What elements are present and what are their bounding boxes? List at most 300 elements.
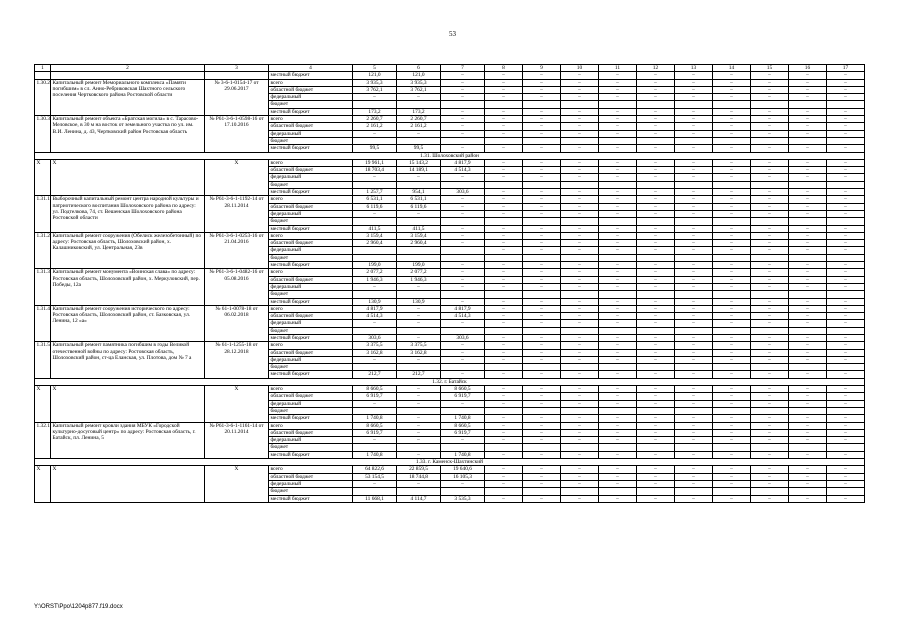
value-empty: – — [561, 305, 599, 312]
value-empty: – — [637, 189, 675, 196]
value-empty: – — [827, 480, 865, 487]
column-number-header: 5 — [353, 65, 397, 72]
value-col7 — [441, 218, 485, 225]
value-col7 — [441, 327, 485, 334]
value-empty: – — [751, 167, 789, 174]
value-col7: 303,6 — [441, 189, 485, 196]
value-col7: – — [441, 196, 485, 203]
value-empty: – — [827, 298, 865, 305]
value-empty: – — [789, 320, 827, 327]
value-col7: – — [441, 232, 485, 239]
value-empty: – — [751, 437, 789, 444]
value-empty: – — [675, 225, 713, 232]
value-empty: – — [789, 429, 827, 436]
value-empty — [675, 407, 713, 414]
value-empty: – — [561, 72, 599, 79]
value-empty: – — [561, 422, 599, 429]
value-empty — [713, 181, 751, 188]
column-number-header: 2 — [51, 65, 205, 72]
funding-source-label: бюджет — [269, 137, 353, 144]
value-empty: – — [523, 495, 561, 502]
value-empty: – — [713, 174, 751, 181]
funding-source-label: федеральный — [269, 247, 353, 254]
value-empty: – — [675, 159, 713, 166]
funding-source-label: бюджет — [269, 181, 353, 188]
value-empty: – — [827, 145, 865, 152]
value-empty: – — [485, 79, 523, 86]
funding-source-label: всего — [269, 342, 353, 349]
value-empty: – — [827, 429, 865, 436]
table-row — [35, 116, 865, 123]
item-name: Выборочный капитальный ремонт центра народной культуры и патриотического воспитания Шолоховского района по адресу: ул. Подтелкова, 74, ст. Вешенская Шолоховского района Ростовской области — [51, 196, 205, 232]
value-empty: – — [713, 189, 751, 196]
value-empty: – — [523, 247, 561, 254]
value-empty: – — [751, 415, 789, 422]
value-empty: – — [599, 342, 637, 349]
value-empty: – — [713, 247, 751, 254]
value-col6: – — [397, 393, 441, 400]
value-empty: – — [713, 94, 751, 101]
value-empty: – — [751, 210, 789, 217]
table-row — [35, 79, 865, 86]
value-col7: – — [441, 86, 485, 93]
value-empty: – — [599, 130, 637, 137]
value-empty: – — [789, 240, 827, 247]
value-empty: – — [561, 495, 599, 502]
value-empty: – — [523, 269, 561, 276]
value-empty: – — [675, 298, 713, 305]
value-empty: – — [751, 79, 789, 86]
value-col7: 6 919,7 — [441, 429, 485, 436]
value-empty: – — [751, 108, 789, 115]
value-empty — [637, 137, 675, 144]
value-col5: 121,0 — [353, 72, 397, 79]
value-empty: – — [485, 159, 523, 166]
value-col6: – — [397, 313, 441, 320]
value-col5: 2 260,7 — [353, 116, 397, 123]
value-col6: 18 744,8 — [397, 473, 441, 480]
value-col7: – — [441, 262, 485, 269]
value-col7: – — [441, 123, 485, 130]
value-empty: – — [637, 116, 675, 123]
value-col6: – — [397, 334, 441, 341]
value-empty: – — [675, 72, 713, 79]
funding-source-label: бюджет — [269, 444, 353, 451]
value-empty: – — [675, 386, 713, 393]
value-empty: – — [789, 130, 827, 137]
value-empty: – — [485, 298, 523, 305]
value-empty: – — [523, 240, 561, 247]
value-empty: – — [789, 189, 827, 196]
item-name: Х — [51, 159, 205, 195]
value-empty — [675, 364, 713, 371]
value-col5: 1 257,7 — [353, 189, 397, 196]
value-empty: – — [561, 298, 599, 305]
value-empty: – — [751, 232, 789, 239]
value-empty: – — [599, 386, 637, 393]
value-empty: – — [789, 225, 827, 232]
value-empty — [789, 254, 827, 261]
funding-source-label: всего — [269, 269, 353, 276]
value-col6: – — [397, 429, 441, 436]
value-empty: – — [713, 415, 751, 422]
value-empty: – — [713, 79, 751, 86]
value-empty: – — [561, 313, 599, 320]
item-document: Х — [205, 386, 269, 422]
value-empty: – — [561, 108, 599, 115]
column-number-header: 7 — [441, 65, 485, 72]
value-empty — [485, 181, 523, 188]
value-empty — [523, 364, 561, 371]
value-empty — [789, 291, 827, 298]
value-empty: – — [751, 247, 789, 254]
value-empty — [523, 254, 561, 261]
value-empty: – — [789, 313, 827, 320]
value-empty: – — [599, 240, 637, 247]
value-empty: – — [485, 196, 523, 203]
value-empty — [637, 444, 675, 451]
value-empty: – — [827, 473, 865, 480]
value-empty: – — [523, 393, 561, 400]
value-col7: 303,6 — [441, 334, 485, 341]
value-empty: – — [599, 262, 637, 269]
item-document: № 61-1-0078-18 от 06.02.2018 — [205, 305, 269, 341]
value-empty: – — [561, 342, 599, 349]
item-document: № Р61-3-6-1-1192-14 от 28.11.2014 — [205, 196, 269, 232]
value-empty — [789, 444, 827, 451]
funding-source-label: федеральный — [269, 94, 353, 101]
value-empty — [637, 181, 675, 188]
value-empty: – — [523, 400, 561, 407]
funding-source-label: бюджет — [269, 254, 353, 261]
value-empty: – — [637, 480, 675, 487]
value-col5: – — [353, 437, 397, 444]
value-empty: – — [637, 466, 675, 473]
value-empty: – — [599, 269, 637, 276]
value-empty — [789, 407, 827, 414]
value-empty: – — [637, 159, 675, 166]
value-empty — [751, 488, 789, 495]
value-empty: – — [599, 283, 637, 290]
value-empty: – — [789, 79, 827, 86]
value-empty: – — [599, 196, 637, 203]
value-empty: – — [789, 422, 827, 429]
value-col5 — [353, 444, 397, 451]
value-empty: – — [485, 123, 523, 130]
value-empty: – — [713, 356, 751, 363]
value-empty: – — [789, 247, 827, 254]
value-empty: – — [637, 305, 675, 312]
value-empty: – — [637, 79, 675, 86]
value-empty: – — [675, 269, 713, 276]
value-empty: – — [599, 210, 637, 217]
value-empty: – — [827, 415, 865, 422]
value-empty: – — [599, 480, 637, 487]
value-col7: – — [441, 116, 485, 123]
item-document: № Р61-3-6-1-0482-16 от 05.08.2016 — [205, 269, 269, 305]
value-empty: – — [789, 386, 827, 393]
table-row — [35, 342, 865, 349]
funding-source-label: областной бюджет — [269, 393, 353, 400]
value-empty: – — [523, 349, 561, 356]
table-row — [35, 422, 865, 429]
value-col6 — [397, 101, 441, 108]
value-col6: 2 077,2 — [397, 269, 441, 276]
value-empty: – — [561, 437, 599, 444]
value-empty — [485, 254, 523, 261]
value-col5: 1 946,3 — [353, 276, 397, 283]
value-col5: 212,7 — [353, 371, 397, 378]
value-empty: – — [751, 116, 789, 123]
value-empty: – — [675, 393, 713, 400]
item-code: 1.31.5 — [35, 342, 51, 378]
value-empty — [827, 488, 865, 495]
value-empty: – — [827, 210, 865, 217]
value-empty: – — [675, 189, 713, 196]
value-empty: – — [523, 108, 561, 115]
funding-source-label: всего — [269, 116, 353, 123]
funding-source-label: областной бюджет — [269, 240, 353, 247]
value-empty: – — [599, 86, 637, 93]
value-empty: – — [523, 356, 561, 363]
item-name — [51, 72, 205, 79]
value-col6: 2 960,4 — [397, 240, 441, 247]
funding-source-label: федеральный — [269, 210, 353, 217]
item-code: 1.31.4 — [35, 305, 51, 341]
value-empty: – — [523, 189, 561, 196]
item-name: Капитальный ремонт монумента «Воинская слава» по адресу: Ростовская область, Шолоховский район, х. Меркуловский, пер. Победы, 12а — [51, 269, 205, 305]
value-empty: – — [523, 334, 561, 341]
value-col6: 3 375,5 — [397, 342, 441, 349]
value-empty: – — [713, 72, 751, 79]
value-col6: 212,7 — [397, 371, 441, 378]
item-document: № Р61-3-6-1-1161-14 от 20.11.2014 — [205, 422, 269, 458]
value-col5: – — [353, 320, 397, 327]
funding-source-label: всего — [269, 386, 353, 393]
value-empty: – — [713, 276, 751, 283]
value-empty: – — [485, 189, 523, 196]
value-empty: – — [637, 320, 675, 327]
value-empty: – — [675, 371, 713, 378]
value-empty: – — [713, 313, 751, 320]
value-col5: – — [353, 174, 397, 181]
value-empty: – — [827, 305, 865, 312]
value-empty: – — [827, 116, 865, 123]
value-empty — [713, 218, 751, 225]
value-col7: 19 640,6 — [441, 466, 485, 473]
value-empty: – — [561, 94, 599, 101]
value-empty: – — [827, 167, 865, 174]
value-col6: 3 162,8 — [397, 349, 441, 356]
value-col6 — [397, 137, 441, 144]
value-empty: – — [789, 400, 827, 407]
value-empty: – — [637, 386, 675, 393]
value-empty — [637, 488, 675, 495]
value-empty — [751, 444, 789, 451]
value-col5: 199,0 — [353, 262, 397, 269]
item-code: 1.31.3 — [35, 269, 51, 305]
funding-source-label: местный бюджет — [269, 371, 353, 378]
value-empty: – — [751, 495, 789, 502]
value-col7: 1 740,8 — [441, 415, 485, 422]
value-empty: – — [675, 320, 713, 327]
value-empty: – — [561, 240, 599, 247]
value-empty — [485, 137, 523, 144]
value-empty — [485, 218, 523, 225]
value-empty: – — [675, 167, 713, 174]
value-empty: – — [827, 79, 865, 86]
value-empty: – — [713, 262, 751, 269]
column-number-header: 9 — [523, 65, 561, 72]
value-empty — [751, 407, 789, 414]
value-col6: – — [397, 386, 441, 393]
value-col5: 2 960,4 — [353, 240, 397, 247]
value-empty: – — [637, 94, 675, 101]
value-empty: – — [675, 342, 713, 349]
value-col6: 22 859,5 — [397, 466, 441, 473]
value-empty: – — [827, 262, 865, 269]
item-name: Капитальный ремонт объекта «Братская могила» в с. Тарасово-Меловское, в 30 м на восток от земельного участка по ул. им. В.И. Ленина, д. 43, Чертковский район Ростовская область — [51, 116, 205, 152]
value-col6 — [397, 364, 441, 371]
value-empty: – — [523, 283, 561, 290]
column-number-header: 12 — [637, 65, 675, 72]
value-empty: – — [713, 320, 751, 327]
value-empty — [751, 137, 789, 144]
value-empty: – — [713, 108, 751, 115]
funding-source-label: федеральный — [269, 174, 353, 181]
value-empty — [675, 218, 713, 225]
value-empty: – — [751, 174, 789, 181]
value-col5 — [353, 291, 397, 298]
value-empty — [523, 488, 561, 495]
table-row — [35, 196, 865, 203]
value-col7: 8 660,5 — [441, 422, 485, 429]
funding-source-label: областной бюджет — [269, 473, 353, 480]
value-empty: – — [599, 313, 637, 320]
value-empty: – — [599, 349, 637, 356]
value-col6: – — [397, 356, 441, 363]
value-empty: – — [599, 473, 637, 480]
value-empty: – — [827, 225, 865, 232]
value-empty: – — [675, 262, 713, 269]
value-empty: – — [523, 210, 561, 217]
value-empty: – — [675, 130, 713, 137]
item-document: № Р61-3-6-1-0598-16 от 17.10.2016 — [205, 116, 269, 152]
value-empty: – — [675, 240, 713, 247]
value-empty: – — [523, 79, 561, 86]
value-empty: – — [827, 174, 865, 181]
value-empty: – — [713, 86, 751, 93]
value-empty: – — [485, 283, 523, 290]
value-empty: – — [751, 240, 789, 247]
value-empty: – — [599, 108, 637, 115]
value-empty: – — [561, 400, 599, 407]
value-empty: – — [599, 429, 637, 436]
value-empty: – — [751, 72, 789, 79]
value-col5: – — [353, 400, 397, 407]
value-empty: – — [675, 473, 713, 480]
value-empty: – — [751, 189, 789, 196]
value-empty: – — [485, 203, 523, 210]
item-code: 1.30.2 — [35, 79, 51, 115]
value-empty: – — [751, 283, 789, 290]
value-empty: – — [637, 415, 675, 422]
value-col6: 130,9 — [397, 298, 441, 305]
value-empty: – — [637, 232, 675, 239]
value-empty: – — [599, 79, 637, 86]
value-empty: – — [561, 79, 599, 86]
value-empty: – — [637, 167, 675, 174]
value-empty: – — [523, 159, 561, 166]
value-col5: 6 531,1 — [353, 196, 397, 203]
value-col7: – — [441, 298, 485, 305]
funding-source-label: федеральный — [269, 480, 353, 487]
value-empty: – — [485, 371, 523, 378]
value-col7: 4 817,9 — [441, 305, 485, 312]
value-col7: 4 514,3 — [441, 167, 485, 174]
value-empty — [637, 218, 675, 225]
value-empty — [827, 218, 865, 225]
value-col6: – — [397, 422, 441, 429]
value-empty: – — [599, 72, 637, 79]
value-empty: – — [751, 320, 789, 327]
funding-source-label: бюджет — [269, 407, 353, 414]
value-empty: – — [485, 94, 523, 101]
value-empty: – — [561, 189, 599, 196]
value-empty — [599, 181, 637, 188]
value-empty: – — [713, 145, 751, 152]
value-empty: – — [789, 203, 827, 210]
value-empty — [789, 101, 827, 108]
value-empty: – — [523, 262, 561, 269]
funding-source-label: местный бюджет — [269, 298, 353, 305]
value-col5: 6 119,6 — [353, 203, 397, 210]
value-empty: – — [789, 349, 827, 356]
value-col7: – — [441, 145, 485, 152]
value-col5 — [353, 247, 397, 254]
value-empty: – — [751, 262, 789, 269]
value-empty: – — [751, 356, 789, 363]
funding-source-label: всего — [269, 159, 353, 166]
value-empty: – — [789, 232, 827, 239]
value-col6 — [397, 488, 441, 495]
value-empty: – — [827, 356, 865, 363]
item-name: Капитальный ремонт Мемориального комплекса «Памяти погибшим» в сл. Анно-Ребриковская Шахтного сельского поселения Чертковского района Ростовской области — [51, 79, 205, 115]
value-col7: 1 740,8 — [441, 451, 485, 458]
value-empty: – — [751, 334, 789, 341]
value-col5: 19 961,1 — [353, 159, 397, 166]
funding-source-label: всего — [269, 196, 353, 203]
value-empty: – — [523, 473, 561, 480]
value-empty: – — [637, 313, 675, 320]
value-col7: – — [441, 94, 485, 101]
value-empty: – — [637, 203, 675, 210]
value-empty: – — [599, 415, 637, 422]
value-empty — [751, 181, 789, 188]
value-empty: – — [599, 356, 637, 363]
value-col7: – — [441, 283, 485, 290]
value-col5: 3 935,3 — [353, 79, 397, 86]
value-col5: 64 822,6 — [353, 466, 397, 473]
value-empty: – — [827, 276, 865, 283]
value-empty — [561, 181, 599, 188]
value-empty: – — [523, 276, 561, 283]
value-empty: – — [675, 108, 713, 115]
value-empty: – — [789, 108, 827, 115]
item-code: 1.31.2 — [35, 232, 51, 268]
value-empty: – — [485, 495, 523, 502]
value-empty: – — [637, 429, 675, 436]
